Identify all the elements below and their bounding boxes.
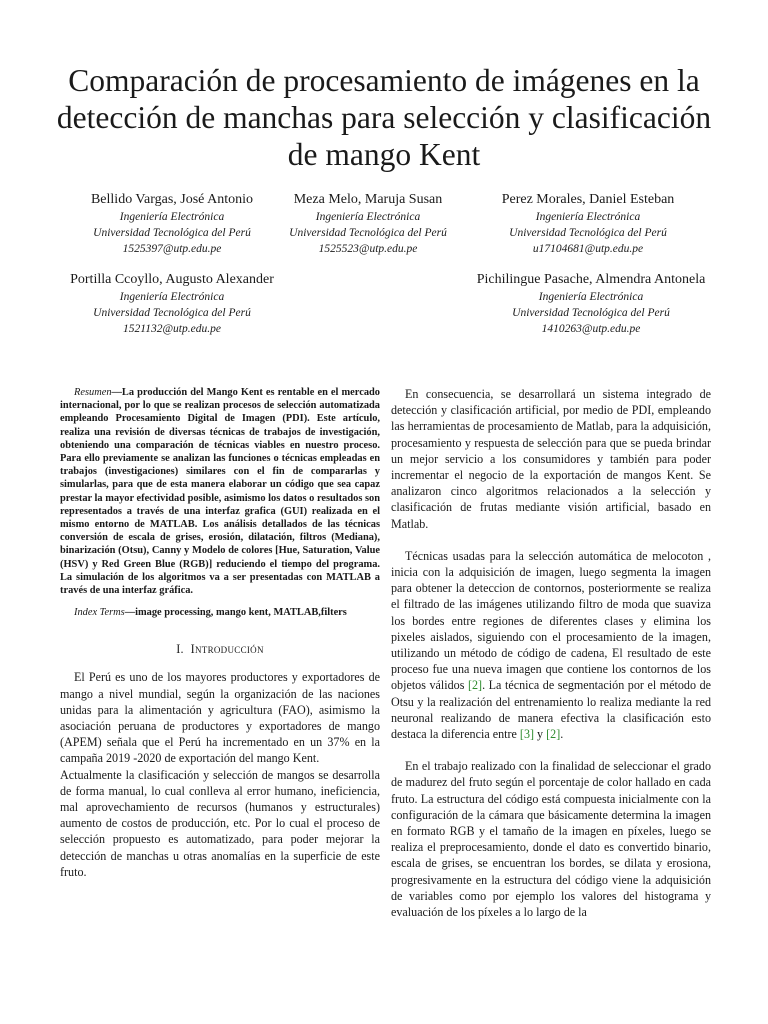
author-email: 1410263@utp.edu.pe	[541, 323, 641, 335]
author-name: Perez Morales, Daniel Esteban	[501, 192, 675, 207]
author-university: Universidad Tecnológica del Perú	[512, 307, 670, 319]
paragraph-text: . La técnica de segmentación por el método de Otsu y la realización del entrenamiento lo realiza mediante la red neuronal realizando de manera efectiva la clasificación esto destaca la diferencia entre	[391, 678, 711, 742]
author-name: Portilla Ccoyllo, Augusto Alexander	[70, 272, 274, 287]
paragraph: Actualmente la clasificación y selección de mangos se desarrolla de forma manual, lo cual conlleva al error humano, ineficiencia, mal aprovechamiento de recursos (humanos y estructurales) aumento de costos de producción, etc. Por lo cual el proceso de selección propuesto es automatizado, para poder mejorar la detección de manchas u otras anomalías en la superficie de este fruto.	[60, 767, 380, 879]
citation-link[interactable]: [3]	[519, 727, 535, 742]
author-department: Ingeniería Electrónica	[119, 211, 225, 223]
author-department: Ingeniería Electrónica	[535, 211, 641, 223]
index-terms-text: —image processing, mango kent, MATLAB,filters	[124, 607, 347, 619]
citation-link[interactable]: [2]	[467, 678, 483, 693]
paper-title: Comparación de procesamiento de imágenes en la detección de manchas para selección y clasificación de mango Kent	[56, 63, 712, 172]
author-block	[60, 271, 284, 337]
author-block	[60, 191, 284, 257]
paragraph: En el trabajo realizado con la finalidad de seleccionar el grado de madurez del fruto según el porcentaje de color hallado en cada fruto. La estructura del código está compuesta inicialmente con la configuración de la cámara que básicamente determina la imagen en formato RGB y el tamaño de la imagen en píxeles, luego se realiza el preprocesamiento, donde el dato es convertido binario, escala de grises, se encuentran los bordes, se dilata y erosiona, progresivamente en la estructura del código viene la adquisición de variables como por ejemplo los valores del histograma y evaluación de los píxeles a lo largo de la	[391, 759, 711, 920]
author-department: Ingeniería Electrónica	[315, 211, 421, 223]
author-name: Pichilingue Pasache, Almendra Antonela	[476, 272, 706, 287]
author-name: Bellido Vargas, José Antonio	[90, 192, 254, 207]
right-column	[391, 386, 711, 920]
author-university: Universidad Tecnológica del Perú	[289, 227, 447, 239]
author-email: 1525523@utp.edu.pe	[318, 243, 418, 255]
section-heading	[60, 641, 380, 657]
abstract-lead: Resumen	[74, 387, 112, 398]
citation-link[interactable]: [2]	[546, 727, 561, 742]
paragraph-text: .	[560, 727, 564, 742]
author-email: 1525397@utp.edu.pe	[122, 243, 222, 255]
paragraph-text: Técnicas usadas para la selección automática de melocoton , inicia con la adquisición de imagen, luego segmenta la imagen para obtener la deteccion de contornos, posteriormente se realiza el filtrado de las imágenes utilizando filtro de moda que suaviza los bordes entre regiones de diferentes clases y elimina los pixeles aislados, siguiendo con el procesamiento de la imagen, utilizando un método de código de cadena, El resultado de este proceso fue una nueva imagen que contiene los contornos de los objetos válidos	[391, 548, 711, 693]
author-block	[456, 271, 726, 337]
author-university: Universidad Tecnológica del Perú	[93, 227, 251, 239]
author-department: Ingeniería Electrónica	[119, 291, 225, 303]
author-name: Meza Melo, Maruja Susan	[293, 192, 443, 207]
index-terms-lead: Index Terms	[74, 607, 125, 619]
abstract-text: —La producción del Mango Kent es rentable en el mercado internacional, por lo que se realizan procesos de selección automatizada empleando Procesamiento Digital de Imagen (PDI). Este artículo, realiza una revisión de diversas técnicas de trabajos de investigación, obteniendo una comparación de técnicas viables en nuestro proceso. Para ello previamente se analizan las funciones o técnicas empleadas en trabajos (investigaciones) similares con el fin de compararlas y simularlas, para que de esta manera elaborar un código que sea capaz prestar la mayor efectividad posible, asimismo los datos o resultados son representados a través de una interfaz grafica (GUI) realizada en el mismo entorno de MATLAB. Los análisis detallados de las técnicas conversión de escala de grises, erosión, dilatación, filtros (Mediana), binarización (Otsu), Canny y Modelo de colores [Hue, Saturation, Value (HSV) y Red Green Blue (RGB)] reduciendo el tiempo del programa. La simulación de los algoritmos va a ser presentadas con MATLAB a través de una interfaz gráfica.	[60, 387, 380, 597]
paragraph: El Perú es uno de los mayores productores y exportadores de mango a nivel mundial, según la organización de las naciones unidas para la alimentación y agricultura (FAO), asimismo la asociación peruana de productores y exportadores de mango (APEM) señala que el Perú ha incrementado en un 37% en la campaña 2019 -2020 de exportación del mango Kent.	[60, 670, 380, 766]
author-university: Universidad Tecnológica del Perú	[93, 307, 251, 319]
index-terms	[60, 606, 380, 619]
author-email: 1521132@utp.edu.pe	[123, 323, 221, 335]
author-department: Ingeniería Electrónica	[538, 291, 644, 303]
author-university: Universidad Tecnológica del Perú	[509, 227, 667, 239]
section-number: I.	[176, 642, 184, 657]
paragraph	[391, 548, 711, 742]
author-email: u17104681@utp.edu.pe	[532, 243, 644, 255]
left-column	[60, 386, 380, 880]
paragraph: En consecuencia, se desarrollará un sistema integrado de detección y clasificación artificial, por medio de PDI, empleando las herramientas de procesamiento de Matlab, para la adquisición, procesamiento y respuesta de selección para que se pueda brindar un mejor servicio a los consumidores y también para poder incrementar el negocio de la exportación de mangos Kent. Se analizaron cinco algoritmos relacionados a la selección y clasificación de frutas mediante visión artificial, basado en Matlab.	[391, 387, 711, 531]
section-title: Introducción	[190, 642, 264, 657]
author-block	[270, 191, 466, 257]
paragraph-text: y	[534, 727, 547, 742]
author-block	[466, 191, 710, 257]
abstract	[60, 386, 380, 597]
